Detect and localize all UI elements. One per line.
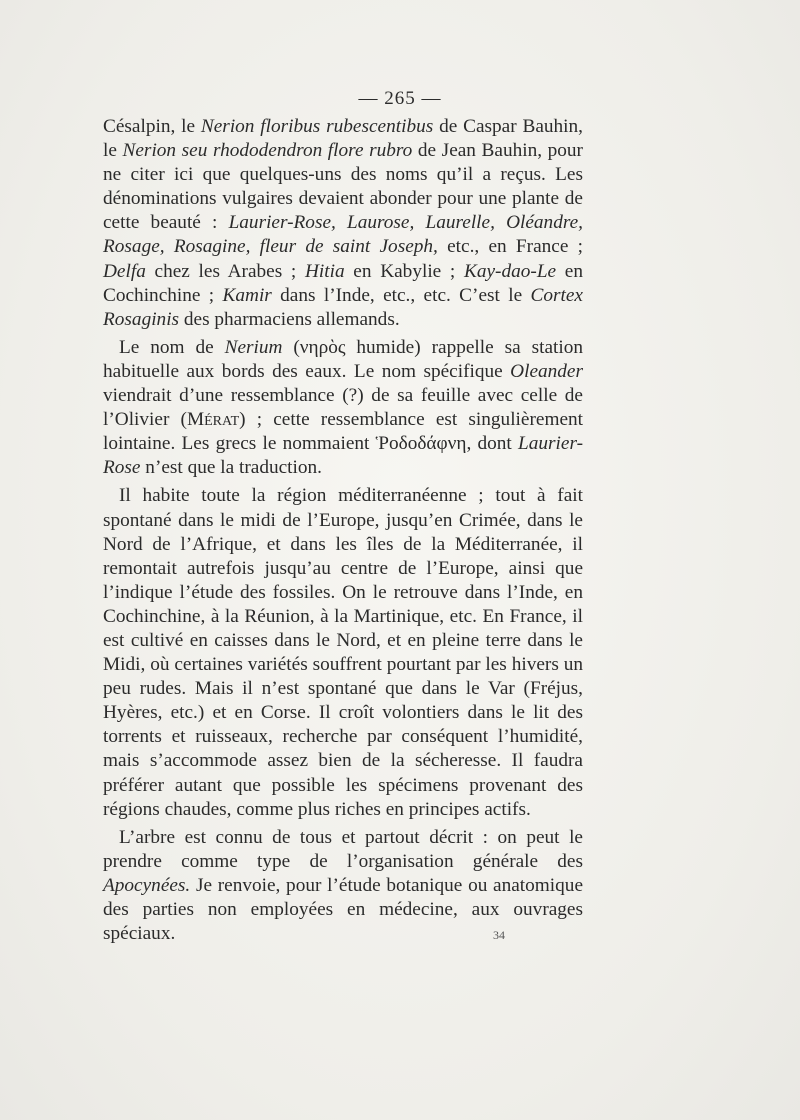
italic-run: Kay-dao-Le (464, 260, 557, 282)
italic-run: Apocynées. (103, 874, 191, 896)
text-run: Le nom de (119, 336, 225, 358)
paragraph (103, 826, 583, 946)
italic-run: Laurier-Rose, Laurose, Laurelle, Oléandre, Rosage, Rosagine, fleur de saint Joseph, (103, 212, 583, 258)
text-run: viendrait d’une ressemblance (?) de sa feuille avec celle de l’Olivier ( (103, 385, 583, 431)
text-run: chez les Arabes ; (145, 260, 305, 282)
italic-run: Hitia (304, 260, 345, 282)
text-run: de Caspar Bauhin, le (103, 116, 583, 162)
italic-run: Cortex Rosaginis (103, 284, 583, 330)
text-run: Je renvoie, pour l’étude botanique ou anatomique des parties non employées en médecine, aux ouvrages spéciaux. (103, 874, 583, 945)
text-run: Il habite toute la région méditerranéenne ; tout à fait spontané dans le midi de l’Europe, jusqu’en Crimée, dans le Nord de l’Afrique, et dans les îles de la Méditerranée, il remontait autrefois jusqu’au centre de l’Europe, ainsi que l’indique l’étude des fossiles. On le retrouve dans l’Inde, en Cochinchine, à la Réunion, à la Martinique, etc. En France, il est cultivé en caisses dans le Nord, et en pleine terre dans le Midi, où certaines variétés souffrent pourtant par les hivers un peu rudes. Mais il n’est spontané que dans le Var (Fréjus, Hyères, etc.) et en Corse. Il croît volontiers dans le lit des torrents et ruisseaux, recherche par conséquent l’humidité, mais s’accommode assez bien de la sécheresse. Il faudra préférer autant que possible les spécimens provenant des régions chaudes, comme plus riches en principes actifs. (103, 485, 583, 820)
text-run: ) ; cette ressemblance est singulièrement lointaine. Les grecs le nommaient Ῥοδοδάφνη, dont (103, 409, 583, 455)
italic-run: Laurier-Rose (103, 433, 583, 479)
text-run: des pharmaciens allemands. (179, 308, 400, 330)
text-run: (νηρὸς humide) rappelle sa station habituelle aux bords des eaux. Le nom spécifique (103, 336, 583, 382)
paragraph (103, 115, 583, 332)
paragraph (103, 484, 583, 821)
text-run: de Jean Bauhin, pour ne citer ici que quelques-uns des noms qu’il a reçus. Les dénominations vulgaires devaient abonder pour une plante de cette beauté : (103, 140, 583, 234)
text-run: en Kabylie ; (344, 260, 464, 282)
italic-run: Delfa (103, 260, 146, 282)
page-number: — 265 — (358, 88, 442, 109)
text-run: dans l’Inde, etc., etc. C’est le (271, 284, 531, 306)
italic-run: Oleander (510, 360, 583, 382)
text-run: Mérat (186, 409, 240, 431)
italic-run: Kamir (222, 284, 272, 306)
text-run: L’arbre est connu de tous et partout décrit : on peut le prendre comme type de l’organisation générale des (103, 826, 583, 872)
italic-run: Nerion floribus rubescentibus (200, 116, 434, 137)
signature-mark: 34 (493, 928, 505, 942)
italic-run: Nerion seu rhododendron flore rubro (122, 140, 413, 162)
italic-run: Nerium (224, 336, 283, 358)
body-text (103, 115, 583, 946)
text-run: n’est que la traduction. (140, 457, 322, 479)
text-run: Césalpin, le (103, 116, 201, 137)
text-run: en Cochinchine ; (103, 260, 584, 306)
text-run: etc., en France ; (437, 236, 583, 258)
paragraph (103, 336, 583, 481)
